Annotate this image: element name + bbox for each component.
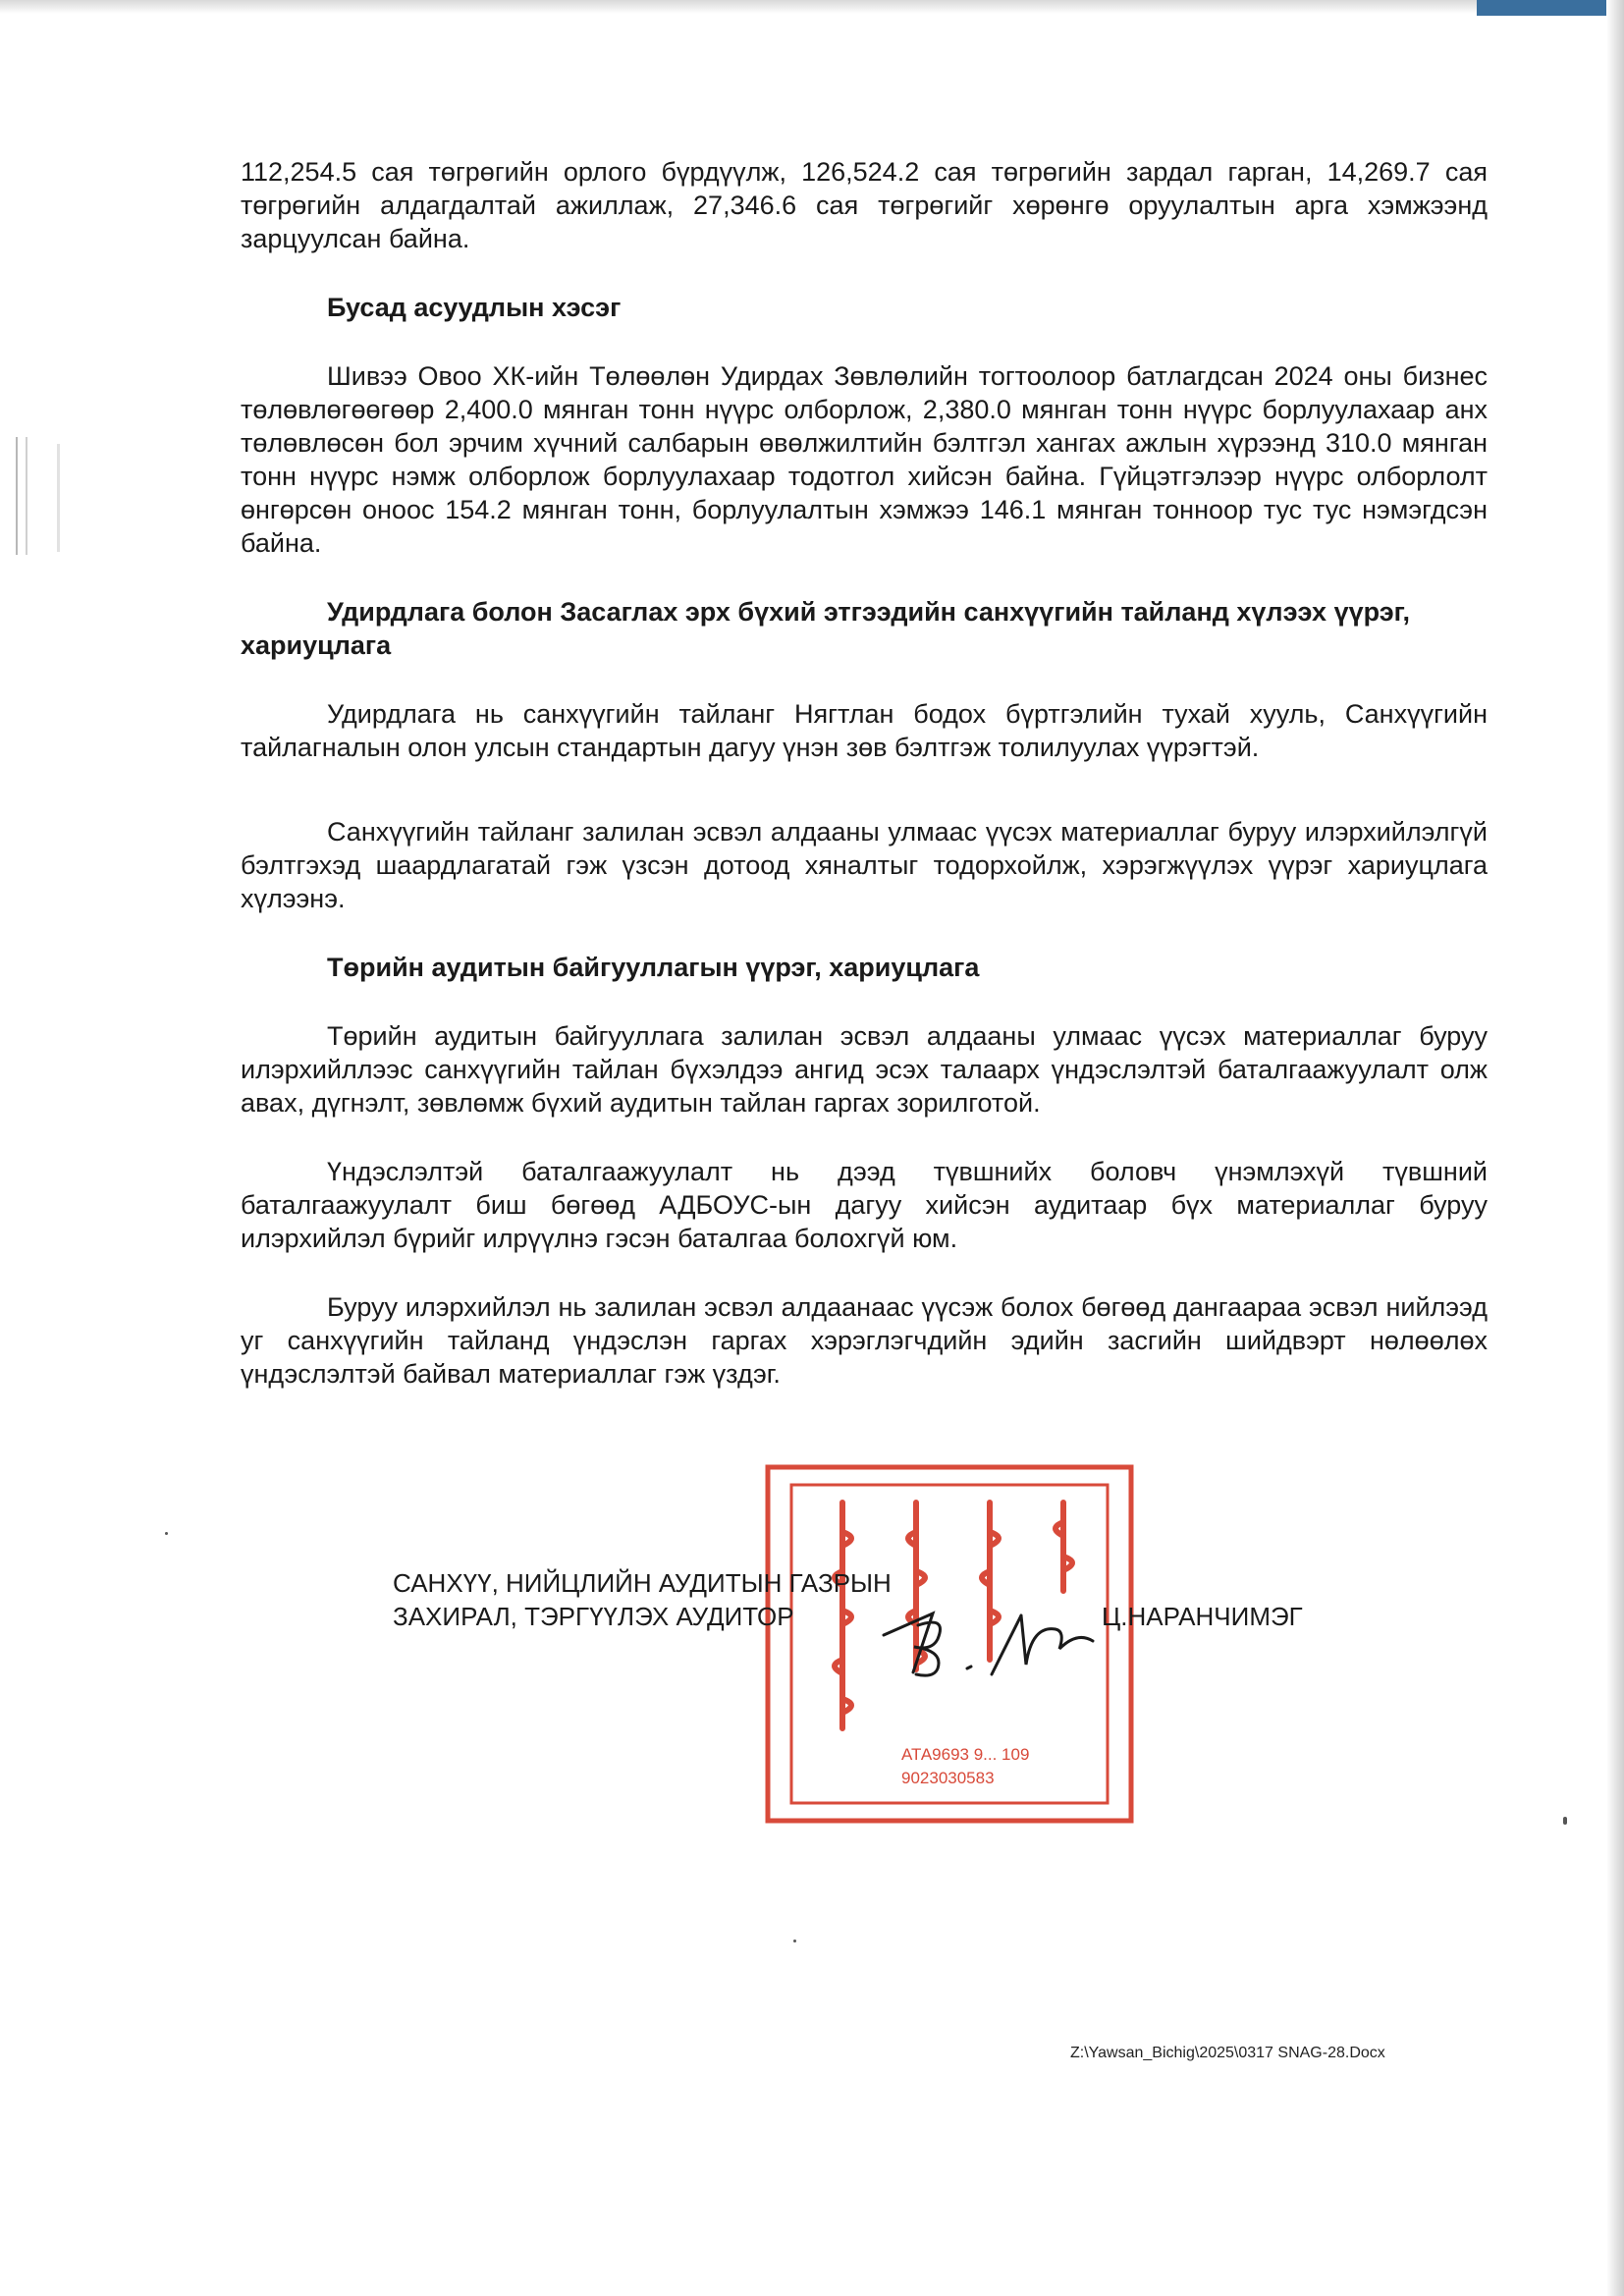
handwritten-signature: [874, 1596, 1129, 1684]
scan-edge-top: [0, 0, 1624, 14]
paragraph-reasonable-assurance: Үндэслэлтэй баталгаажуулалт нь дээд түвшнийх боловч үнэмлэхүй түвшний баталгаажуулалт биш бөгөөд АДБОУС-ын дагуу хийсэн аудитаар бүх материаллаг буруу илэрхийлэл бүрийг илрүүлнэ гэсэн баталгаа болохгүй юм.: [241, 1157, 1488, 1253]
file-path-footer: Z:\Yawsan_Bichig\2025\0317 SNAG-28.Docx: [1070, 2045, 1385, 2061]
stamp-code-line2: 9023030583: [901, 1769, 995, 1787]
scan-speck: [793, 1940, 796, 1942]
paragraph-misstatement: Буруу илэрхийлэл нь залилан эсвэл алдаанаас үүсэж болох бөгөөд дангаараа эсвэл нийлээд уг санхүүгийн тайланд үндэслэн гаргах хэрэглэгчдийн эдийн засгийн шийдвэрт нөлөөлөх үндэслэлтэй байвал материаллаг гэж үздэг.: [241, 1292, 1488, 1389]
scan-speck: [165, 1532, 168, 1535]
paragraph-internal-control: Санхүүгийн тайланг залилан эсвэл алдааны улмаас үүсэх материаллаг буруу илэрхийлэлгүй бэлтгэхэд шаардлагатай гэж үзсэн дотоод хяналтыг тодорхойлж, хэрэгжүүлэх үүрэг хариуцлага хүлээнэ.: [241, 817, 1488, 913]
heading-auditor-responsibility: Төрийн аудитын байгууллагын үүрэг, хариуцлага: [327, 953, 980, 982]
scan-speck: [1563, 1817, 1567, 1825]
signature-title-line: ЗАХИРАЛ, ТЭРГҮҮЛЭХ АУДИТОР: [393, 1602, 794, 1631]
document-body: [241, 155, 1488, 1391]
signature-org-line: САНХҮҮ, НИЙЦЛИЙН АУДИТЫН ГАЗРЫН: [393, 1568, 892, 1598]
paragraph-financial-results: 112,254.5 сая төгрөгийн орлого бүрдүүлж, 126,524.2 сая төгрөгийн зардал гарган, 14,269.7 сая төгрөгийн алдагдалтай ажиллаж, 27,346.6 сая төгрөгийг хөрөнгө оруулалтын арга хэмжээнд зарцуулсан байна.: [241, 157, 1488, 253]
paragraph-other-matters: Шивээ Овоо ХК-ийн Төлөөлөн Удирдах Зөвлөлийн тогтоолоор батлагдсан 2024 оны бизнес төлөвлөгөөгөөр 2,400.0 мянган тонн нүүрс олборлож, 2,380.0 мянган тонн нүүрс борлуулахаар анх төлөвлөсөн бол эрчим хүчний салбарын өвөлжилтийн бэлтгэл хангах ажлын хүрээнд 310.0 мянган тонн нүүрс нэмж олборлож борлуулахаар тодотгол хийсэн байна. Гүйцэтгэлээр нүүрс олборлолт өнгөрсөн оноос 154.2 мянган тонн, борлуулалтын хэмжээ 146.1 мянган тонноор тус тус нэмэгдсэн байна.: [241, 361, 1488, 558]
signature-name: Ц.НАРАНЧИМЭГ: [1102, 1602, 1303, 1631]
heading-management-responsibility: Удирдлага болон Засаглах эрх бүхий этгээдийн санхүүгийн тайланд хүлээх үүрэг, хариуцлага: [241, 597, 1411, 660]
scan-edge-right: [1606, 0, 1624, 2296]
staple-mark: [16, 437, 27, 555]
stamp-code-line1: АТА9693 9... 109: [901, 1745, 1030, 1764]
paragraph-management-responsibility: Удирдлага нь санхүүгийн тайланг Нягтлан бодох бүртгэлийн тухай хууль, Санхүүгийн тайлагналын олон улсын стандартын дагуу үнэн зөв бэлтгэж толилуулах үүрэгтэй.: [241, 699, 1488, 762]
scan-edge-bar: [1477, 0, 1624, 16]
heading-other-matters: Бусад асуудлын хэсэг: [327, 293, 622, 322]
punch-mark: [57, 444, 60, 552]
paragraph-auditor-objective: Төрийн аудитын байгууллага залилан эсвэл алдааны улмаас үүсэх материаллаг буруу илэрхийллээс санхүүгийн тайлан бүхэлдээ ангид эсэх талаарх үндэслэлтэй баталгаажуулалт олж авах, дүгнэлт, зөвлөмж бүхий аудитын тайлан гаргах зорилготой.: [241, 1021, 1488, 1118]
